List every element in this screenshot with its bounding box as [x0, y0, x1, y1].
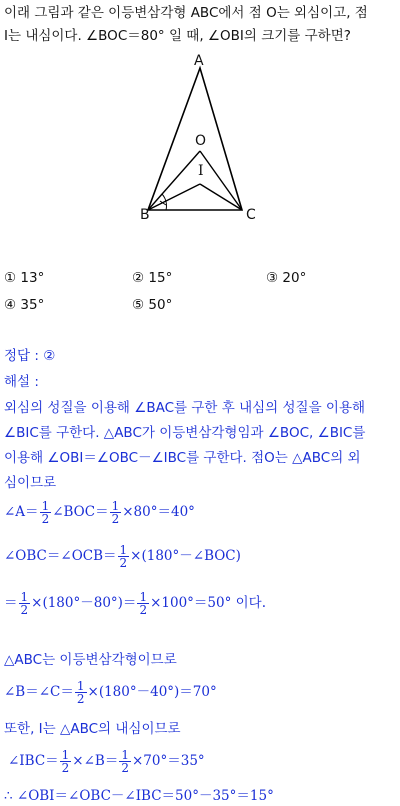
- fraction: $\frac{1}{2}$: [119, 543, 128, 570]
- fraction: $\frac{1}{2}$: [111, 499, 120, 526]
- fraction: $\frac{1}{2}$: [121, 748, 129, 775]
- label-i: I: [198, 163, 204, 179]
- explanation-p1-line2: ∠BIC를 구한다. △ABC가 이등변삼각형임과 ∠BOC, ∠BIC를: [4, 425, 366, 441]
- choice-5[interactable]: ⑤ 50°: [132, 297, 173, 313]
- equation-6: ∴ ∠OBI＝∠OBC－∠IBC＝50°－35°＝15°: [4, 788, 274, 804]
- label-o: O: [195, 133, 207, 149]
- question-text: [4, 2, 398, 48]
- equation-2: ∠OBC＝∠OCB＝ $\frac{1}{2}$ ×(180°－∠BOC): [4, 543, 241, 570]
- explanation-p2: △ABC는 이등변삼각형이므로: [4, 652, 177, 668]
- label-a: A: [194, 53, 204, 69]
- equation-4: ∠B＝∠C＝ $\frac{1}{2}$ ×(180°－40°)＝70°: [4, 679, 217, 706]
- fraction: $\frac{1}{2}$: [41, 499, 50, 526]
- explanation-p3: 또한, I는 △ABC의 내심이므로: [4, 721, 181, 737]
- fraction: $\frac{1}{2}$: [20, 590, 29, 617]
- fraction: $\frac{1}{2}$: [61, 748, 70, 775]
- equation-3: ＝ $\frac{1}{2}$ ×(180°－80°)＝ $\frac{1}{2}$ ×100°＝50° 이다.: [4, 590, 266, 617]
- choice-3[interactable]: ③ 20°: [266, 270, 307, 286]
- label-b: B: [140, 207, 150, 223]
- choice-1[interactable]: ① 13°: [4, 270, 45, 286]
- segment-bo: [148, 151, 200, 210]
- equation-1: ∠A＝ $\frac{1}{2}$ ∠BOC＝ $\frac{1}{2}$ ×80°＝40°: [4, 499, 195, 526]
- fraction: $\frac{1}{2}$: [76, 679, 85, 706]
- explanation-title: 해설 :: [4, 374, 39, 390]
- label-c: C: [246, 207, 256, 223]
- answer-text: 정답 : ②: [4, 348, 56, 364]
- choice-4[interactable]: ④ 35°: [4, 297, 45, 313]
- equation-5: ∠IBC＝ $\frac{1}{2}$ ×∠B＝ $\frac{1}{2}$ ×70°＝35°: [8, 748, 205, 775]
- fraction: $\frac{1}{2}$: [139, 590, 148, 617]
- segment-co: [200, 151, 242, 210]
- question-line-2: I는 내심이다. ∠BOC＝80° 일 때, ∠OBI의 크기를 구하면?: [4, 28, 351, 44]
- choice-2[interactable]: ② 15°: [132, 270, 173, 286]
- explanation-p1-line3: 이용해 ∠OBI＝∠OBC－∠IBC를 구한다. 점O는 △ABC의 외: [4, 450, 361, 466]
- question-line-1: 이래 그림과 같은 이등변삼각형 ABC에서 점 O는 외심이고, 점: [4, 5, 368, 21]
- explanation-p1-line1: 외심의 성질을 이용해 ∠BAC를 구한 후 내심의 성질을 이용해: [4, 400, 366, 416]
- explanation-p1-line4: 심이므로: [4, 475, 57, 491]
